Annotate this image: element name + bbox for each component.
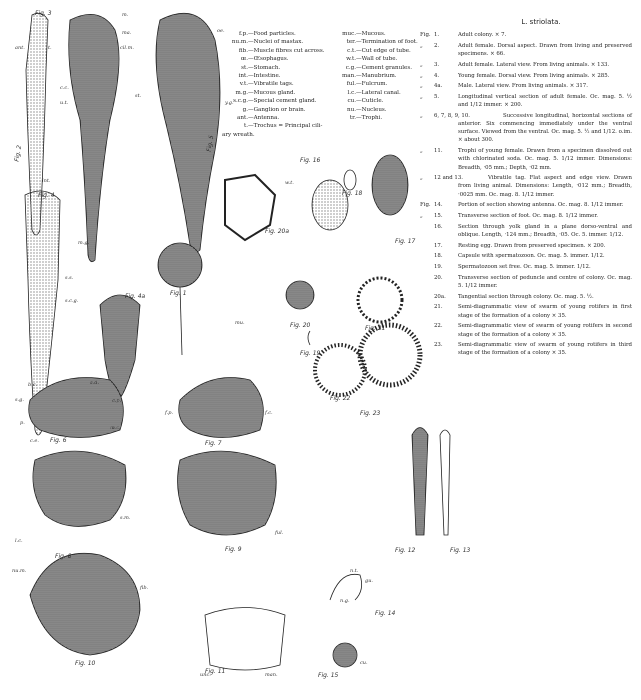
legend-meaning: Lateral canal. [361, 89, 401, 96]
legend-row: int.—Intestine. [222, 72, 330, 80]
figure-prefix: „ [420, 61, 423, 68]
part-label: c.c. [60, 85, 69, 91]
fig17-drawing [372, 155, 408, 215]
figure-number: 16. [434, 223, 443, 230]
legend-row: ant.—Antenna. [222, 114, 330, 122]
figure-number: 23. [434, 342, 443, 349]
figure-text: Semi-diagrammatic view of swarm of young rotifers in second stage of the formation of a colony × 35. [458, 323, 632, 338]
fig21-drawing [358, 278, 402, 322]
figure-number: 17. [434, 242, 443, 249]
legend-meaning: Antenna. [253, 115, 280, 122]
figure-number: 1. [434, 32, 440, 39]
fig-label-8: Fig. 8 [55, 553, 72, 560]
figure-text: Successive longitudinal, horizontal sections of anterior. Six commencing immediately under the ventral surface. Viewed from the ventral. Oc. mag. 5. ½ and 1/12. o.im. × about 300. [458, 112, 633, 144]
figure-text: Semi-diagrammatic view of swarm of young rotifers in first stage of the formation of a colony × 35. [458, 304, 632, 319]
fig-label-20a: Fig. 20a [265, 228, 290, 235]
abbreviations-right [334, 30, 418, 122]
fig-label-14: Fig. 14 [375, 610, 396, 617]
legend-abbr: muc. [342, 31, 356, 37]
fig-label-5: Fig. 5 [205, 134, 216, 153]
part-label: mu. [235, 320, 245, 326]
figure-prefix: „ [420, 175, 423, 182]
legend-row: l.c.—Lateral canal. [334, 89, 396, 97]
fig-label-9: Fig. 9 [225, 546, 242, 553]
legend-meaning: Nuclei of mastax. [253, 39, 304, 46]
fig5-drawing [156, 13, 220, 251]
legend-meaning: Special cement gland. [253, 98, 317, 105]
figure-prefix: „ [420, 148, 423, 155]
part-label: m. [122, 12, 129, 18]
fig12-drawing [412, 428, 428, 536]
part-label: cil.m. [120, 45, 134, 51]
figure-text: Capsule with spermatozoon. Oc. mag. 5. immer. 1/12. [458, 253, 605, 260]
figure-prefix: „ [420, 93, 423, 100]
fig-label-16: Fig. 16 [300, 157, 321, 164]
figure-text: Tangential section through colony. Oc. mag. 5. ½. [458, 293, 594, 300]
legend-meaning: Œsophagus. [253, 56, 289, 63]
legend-row: ter.—Termination of foot. [334, 38, 396, 46]
fig16-drawing [312, 180, 348, 230]
legend-abbr: ful. [346, 81, 356, 88]
figure-description [420, 212, 632, 220]
figure-description [420, 274, 632, 290]
legend-abbr: ter. [346, 39, 356, 46]
legend-meaning: Trophi. [361, 115, 383, 122]
part-label: c.p. [112, 398, 122, 404]
fig-label-21: Fig. 21 [365, 325, 386, 332]
legend-meaning: Muscle fibres cut across. [253, 47, 325, 54]
legend-abbr: f.p. [238, 31, 248, 37]
fig-label-4: Fig. 4 [38, 192, 55, 199]
legend-meaning: Stomach. [253, 64, 281, 71]
figure-description [420, 293, 632, 301]
figure-description [420, 242, 632, 250]
legend-row: tr.—Trophi. [334, 114, 396, 122]
fig-label-4a: Fig. 4a [125, 293, 146, 300]
figure-text: Portion of section showing antenna. Oc. mag. 8. 1/12 immer. [458, 202, 624, 209]
figure-prefix: „ [420, 42, 423, 49]
legend-meaning: Mucous. [361, 31, 386, 37]
figure-description [420, 112, 632, 145]
figure-prefix: „ [420, 112, 423, 119]
part-label: u.t. [60, 100, 69, 106]
figure-number: 20. [434, 274, 443, 281]
legend-abbr: t. [243, 123, 248, 130]
figure-description [420, 223, 632, 239]
figure-text: Adult colony. × 7. [458, 32, 507, 39]
legend-meaning: Manubrium. [361, 73, 397, 80]
figure-text: Male. Lateral view. From living animals. × 317. [458, 83, 588, 90]
figure-description [420, 31, 632, 39]
part-label: b.c. [28, 382, 38, 388]
fig7-drawing [179, 378, 264, 438]
legend-row: m.g.—Mucous gland. [222, 89, 330, 97]
part-label: ma. [122, 30, 132, 36]
fig9-drawing [178, 451, 277, 535]
legend-abbr: man. [341, 73, 356, 80]
part-label: s.m. [120, 515, 131, 521]
fig11-drawing [205, 608, 285, 671]
figure-number: 20a. [434, 293, 446, 300]
legend-meaning: Mucous gland. [253, 89, 296, 96]
legend-abbr: st. [241, 64, 248, 71]
abbreviations-left [222, 30, 330, 139]
legend-abbr: v.t. [239, 81, 248, 88]
figure-text: Vibratile tag. Flat aspect and edge view. Drawn from living animal. Dimensions: Length, ·012 mm.; Breadth, ·0025 mm. Oc. mag. 8. 1/12 immer. [458, 175, 632, 198]
fig8-drawing [33, 451, 126, 526]
fig-label-20: Fig. 20 [290, 322, 311, 329]
fig-label-13: Fig. 13 [450, 547, 471, 554]
fig22-drawing [315, 345, 365, 395]
figure-text: Longitudinal vertical section of adult female. Oc. mag. 5. ½ and 1/12 immer. × 200. [458, 93, 632, 109]
fig-label-2: Fig. 2 [13, 144, 24, 163]
fig-label-6: Fig. 6 [50, 437, 67, 444]
figure-prefix: „ [420, 72, 423, 79]
figure-description [420, 263, 632, 271]
part-label: ant. [15, 45, 25, 51]
part-label: fib. [140, 585, 149, 591]
legend-row: ful.—Fulcrum. [334, 80, 396, 88]
legend-abbr: œ. [240, 56, 248, 63]
figure-description [420, 42, 632, 58]
figure-number: 18. [434, 253, 443, 260]
figure-text: Young female. Dorsal view. From living animals. × 285. [458, 72, 610, 79]
part-label: l.c. [15, 538, 23, 544]
figure-number: 6, 7, 8, 9, 10. [434, 112, 470, 119]
legend-abbr: int. [238, 73, 248, 80]
part-label: nu.m. [12, 568, 27, 574]
legend-row: s.c.g.—Special cement gland. [222, 97, 330, 105]
fig-label-10: Fig. 10 [75, 660, 96, 667]
part-label: s.d. [90, 380, 99, 386]
part-label: oe. [217, 28, 225, 34]
part-label: cu. [360, 660, 368, 666]
legend-row: g.—Ganglion or brain. [222, 106, 330, 114]
fig-label-7: Fig. 7 [205, 440, 222, 447]
figure-description [420, 93, 632, 109]
figure-description [420, 303, 632, 319]
part-label: t. [48, 45, 52, 51]
fig1-drawing [158, 243, 202, 287]
fig-label-19: Fig. 19 [300, 350, 321, 357]
part-label: unc. [200, 672, 211, 678]
legend-row: cu.—Cuticle. [334, 97, 396, 105]
legend-abbr: c.g. [345, 64, 356, 71]
figure-text: Semi-diagrammatic view of swarm of young rotifers in third stage of the formation of a colony × 35. [458, 342, 632, 357]
figure-number: 15. [434, 213, 443, 220]
legend-abbr: m.g. [235, 89, 248, 96]
legend-row: v.t.—Vibratile tags. [222, 80, 330, 88]
legend-abbr: c.t. [347, 47, 356, 54]
legend-row: f.p.—Food particles. [222, 30, 330, 38]
legend-row: c.g.—Cement granules. [334, 64, 396, 72]
figure-descriptions [420, 18, 632, 360]
legend-row: muc.—Mucous. [334, 30, 396, 38]
fig-label-15: Fig. 15 [318, 672, 339, 679]
figure-description [420, 174, 632, 199]
legend-meaning: Trochus = Principal cili-ary wreath. [222, 123, 323, 138]
legend-abbr: nu. [347, 106, 356, 113]
part-label: c.e. [30, 438, 39, 444]
legend-abbr: s.c.g. [233, 98, 248, 105]
part-label: f.c. [265, 410, 273, 416]
figure-prefix: Fig. [420, 202, 431, 209]
fig23-drawing [360, 325, 420, 385]
species-title: L. striolata. [521, 18, 561, 26]
part-label: p. [20, 420, 25, 426]
fig-label-23: Fig. 23 [360, 410, 381, 417]
legend-meaning: Cement granules. [361, 64, 412, 71]
figure-text: Resting egg. Drawn from preserved specimen. × 200. [458, 242, 606, 249]
figure-text: Transverse section of foot. Oc. mag. 8. 1/12 immer. [458, 213, 599, 220]
figure-number: 5. [434, 93, 440, 100]
figure-description [420, 201, 632, 209]
fig3-drawing [69, 14, 119, 261]
legend-meaning: Cut edge of tube. [361, 47, 411, 54]
figure-number: 4a. [434, 83, 443, 90]
fig-label-11: Fig. 11 [205, 668, 226, 675]
figure-number: 19. [434, 264, 443, 271]
legend-row: t.—Trochus = Principal cili-ary wreath. [222, 123, 323, 138]
legend-abbr: ant. [237, 115, 248, 122]
fig-label-22: Fig. 22 [330, 395, 351, 402]
fig15-drawing [333, 643, 357, 667]
legend-meaning: Vibratile tags. [253, 81, 294, 88]
legend-meaning: Food particles. [253, 31, 296, 37]
legend-abbr: w.t. [346, 56, 356, 63]
legend-abbr: cu. [347, 98, 356, 105]
legend-meaning: Cuticle. [361, 98, 384, 105]
part-label: n.t. [350, 568, 359, 574]
legend-meaning: Wall of tube. [361, 56, 398, 63]
figure-text: Adult female. Lateral view. From living animals. × 133. [458, 61, 610, 68]
part-label: s.c.g. [65, 298, 79, 304]
legend-abbr: tr. [349, 115, 356, 122]
fig-label-1: Fig. 1 [170, 290, 187, 297]
fig10-drawing [30, 553, 140, 655]
figure-number: 21. [434, 304, 443, 311]
fig-label-18: Fig. 18 [342, 190, 363, 197]
figure-prefix: „ [420, 213, 423, 220]
legend-row: c.t.—Cut edge of tube. [334, 47, 396, 55]
legend-abbr: l.c. [347, 89, 356, 96]
figure-prefix: „ [420, 83, 423, 90]
legend-abbr: fib. [238, 47, 248, 54]
figure-number: 3. [434, 61, 440, 68]
figure-prefix: Fig. [420, 32, 431, 39]
part-label: n.g. [340, 598, 350, 604]
part-label: man. [265, 672, 278, 678]
figure-number: 2. [434, 42, 440, 49]
legend-meaning: Termination of foot. [361, 39, 418, 46]
part-label: f.p. [165, 410, 174, 416]
figure-description [420, 147, 632, 172]
figure-description [420, 82, 632, 90]
legend-meaning: Ganglion or brain. [253, 106, 306, 113]
fig14-drawing [330, 574, 362, 600]
legend-abbr: nu.m. [231, 39, 248, 46]
figure-text: Section through yolk gland in a plane dorso-ventral and oblique. Length, ·124 mm.; Breadth, ·05. Oc. 5. immer. 1/12. [458, 223, 632, 238]
fig-label-17: Fig. 17 [395, 238, 416, 245]
figure-number: 14. [434, 202, 443, 209]
figure-number: 22. [434, 323, 443, 330]
figure-description [420, 322, 632, 338]
figure-text: Adult female. Dorsal aspect. Drawn from living and preserved specimens. × 66. [458, 42, 632, 58]
part-label: ful. [275, 530, 284, 536]
legend-row: nu.m.—Nuclei of mastax. [222, 38, 330, 46]
legend-row: nu.—Nucleus. [334, 106, 396, 114]
fig13-drawing [440, 430, 450, 535]
part-label: w.t. [285, 180, 294, 186]
part-label: gu. [365, 578, 374, 584]
fig20-drawing [286, 281, 314, 309]
figure-number: 11. [434, 148, 443, 155]
figure-description [420, 252, 632, 260]
part-label: int. [42, 178, 51, 184]
figure-description [420, 61, 632, 69]
figure-description [420, 341, 632, 357]
part-label: m.c. [110, 425, 121, 431]
figure-text: Trophi of young female. Drawn from a specimen dissolved out with chlorinated soda. Oc. mag. 5. 1/12 immer. Dimensions: Breadth, ·05 mm.; Depth, ·02 mm. [458, 148, 632, 171]
legend-row: st.—Stomach. [222, 64, 330, 72]
legend-meaning: Intestine. [253, 73, 281, 80]
part-label: s.s. [65, 275, 74, 281]
part-label: m.g. [78, 240, 90, 246]
legend-abbr: g. [242, 106, 248, 113]
part-label: s.g. [15, 397, 24, 403]
legend-row: œ.—Œsophagus. [222, 55, 330, 63]
legend-row: man.—Manubrium. [334, 72, 396, 80]
fig18-drawing [344, 170, 356, 190]
fig-label-12: Fig. 12 [395, 547, 416, 554]
figure-number: 12 and 13. [434, 175, 463, 182]
fig-label-3: Fig. 3 [35, 10, 52, 17]
figure-number: 4. [434, 72, 440, 79]
figure-text: Spermatozoon set free. Oc. mag. 5. immer. 1/12. [458, 264, 591, 271]
fig19-drawing [308, 331, 310, 345]
legend-row: w.t.—Wall of tube. [334, 55, 396, 63]
figure-description [420, 72, 632, 80]
legend-row: fib.—Muscle fibres cut across. [222, 47, 330, 55]
part-label: y.g. [225, 100, 234, 106]
figure-text: Transverse section of peduncle and centre of colony. Oc. mag. 5. 1/12 immer. [458, 274, 632, 289]
part-label: st. [135, 93, 142, 99]
legend-meaning: Fulcrum. [361, 81, 388, 88]
legend-meaning: Nucleus. [361, 106, 387, 113]
